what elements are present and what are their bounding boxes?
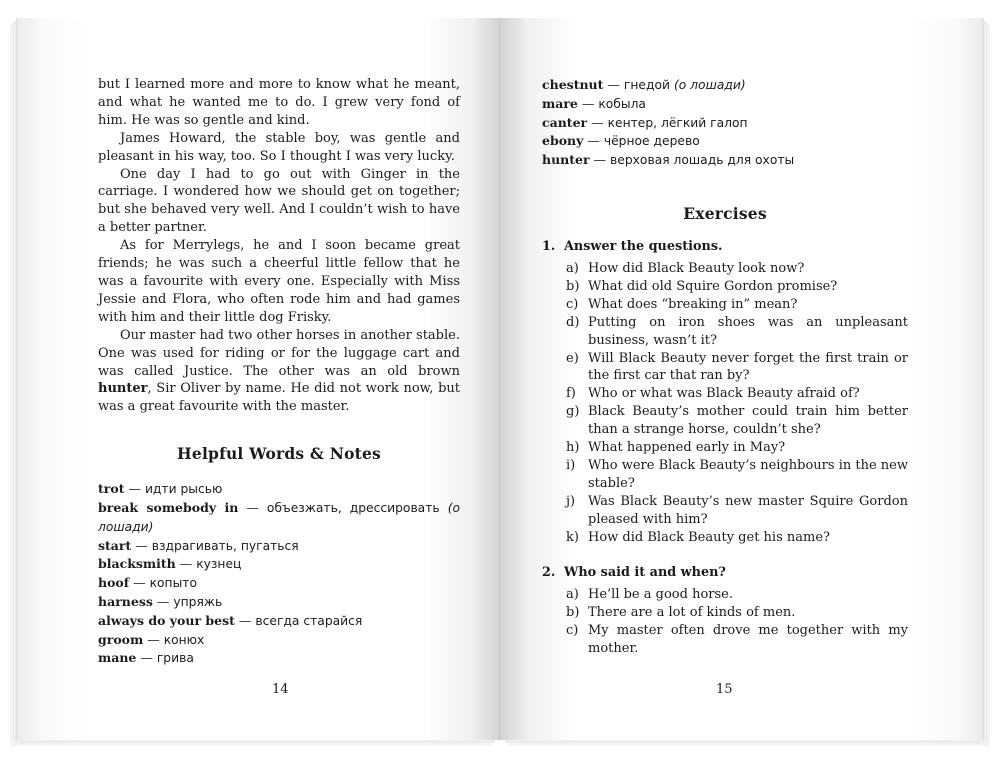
question-item — [542, 604, 908, 622]
question-text: What does “breaking in” mean? — [588, 296, 798, 312]
glossary-term: harness — [98, 594, 153, 609]
glossary-term: hoof — [98, 575, 130, 591]
exercise-2-heading — [542, 565, 908, 580]
question-letter: a) — [566, 260, 579, 276]
story-paragraph — [98, 327, 460, 417]
exercise-title: Answer the questions. — [564, 238, 723, 254]
exercise-1-questions — [542, 260, 908, 547]
glossary-entry: canter — кентер, лёгкий галоп — [542, 114, 748, 130]
glossary-translation: идти рысью — [144, 482, 223, 497]
question-text: Black Beauty’s mother could train him better than a strange horse, couldn’t she? — [588, 404, 908, 438]
question-item — [542, 350, 908, 386]
glossary-translation: кентер, лёгкий галоп — [607, 115, 748, 130]
page-number: 15 — [716, 682, 733, 697]
question-letter: g) — [566, 404, 580, 420]
paragraph-text: , Sir Oliver by name. He did not work now, but was a great favourite with the master. — [98, 381, 460, 415]
exercise-number: 2. — [542, 565, 556, 581]
question-letter: i) — [566, 457, 576, 473]
glossary-word-highlight: hunter — [98, 381, 148, 397]
glossary-term: canter — [542, 114, 588, 130]
question-letter: a) — [566, 587, 579, 603]
glossary-term: chestnut — [542, 77, 604, 92]
glossary-note: (о лошади) — [98, 501, 461, 534]
question-item — [542, 586, 908, 604]
question-letter: c) — [566, 623, 579, 639]
glossary-translation: упряжь — [173, 595, 223, 609]
question-text: How did Black Beauty look now? — [588, 260, 805, 276]
glossary-entry: hoof — копыто — [98, 575, 197, 591]
exercises-heading: Exercises — [683, 203, 767, 223]
question-letter: c) — [566, 296, 579, 312]
question-letter: b) — [566, 278, 580, 294]
glossary-term: ebony — [542, 133, 584, 149]
glossary-translation: объезжать, дрессировать — [266, 501, 440, 516]
glossary-entry: chestnut — гнедой (о лошади) — [542, 77, 746, 92]
question-letter: f) — [566, 386, 576, 402]
question-text: What happened early in May? — [588, 440, 786, 456]
question-text: Will Black Beauty never forget the first train or the first car that ran by? — [588, 350, 908, 384]
question-item — [542, 457, 908, 493]
paragraph-text: Our master had two other horses in another stable. One was used for riding or for the luggage cart and was called Justice. The other was an old brown — [98, 327, 460, 379]
glossary-translation: копыто — [149, 576, 197, 591]
glossary-translation: верховая лошадь для охоты — [610, 153, 795, 168]
glossary-term: groom — [98, 631, 144, 647]
glossary-entry: mare — кобыла — [542, 95, 646, 111]
glossary-entry: break somebody in — объезжать, дрессировать (о лошади) — [98, 500, 461, 534]
left-page — [18, 18, 500, 740]
question-item — [542, 439, 908, 457]
glossary-translation: кузнец — [196, 557, 242, 572]
glossary-translation: гнедой — [623, 78, 670, 92]
exercise-2-questions — [542, 586, 908, 658]
exercise-number: 1. — [542, 238, 556, 254]
glossary-translation: всегда старайся — [255, 613, 363, 628]
glossary-translation: вздрагивать, пугаться — [151, 538, 299, 553]
question-letter: j) — [566, 493, 576, 509]
question-letter: h) — [566, 440, 580, 456]
exercise-1-heading — [542, 239, 908, 254]
question-letter: k) — [566, 529, 579, 545]
glossary-note: (о лошади) — [673, 78, 746, 92]
right-column — [542, 76, 908, 658]
glossary-translation: кобыла — [598, 96, 646, 111]
glossary-entry: start — вздрагивать, пугаться — [98, 537, 299, 553]
glossary-term: hunter — [542, 152, 590, 168]
question-text: Who or what was Black Beauty afraid of? — [588, 386, 860, 402]
story-paragraph: As for Merrylegs, he and I soon became great friends; he was such a cheerful little fellow that he was a favourite with every one. Especially with Miss Jessie and Flora, who often rode him and had games with him and their little dog Frisky. — [98, 238, 460, 325]
question-text: My master often drove me together with my mother. — [588, 623, 908, 657]
question-text: How did Black Beauty get his name? — [588, 529, 830, 545]
question-text: He’ll be a good horse. — [588, 587, 733, 603]
question-item — [542, 314, 908, 350]
glossary-entry: blacksmith — кузнец — [98, 556, 242, 572]
story-paragraph: One day I had to go out with Ginger in the carriage. I wondered how we should get on together; but she behaved very well. And I couldn’t wish to have a better partner. — [98, 166, 460, 236]
question-item — [542, 529, 908, 547]
glossary-translation: конюх — [163, 632, 205, 647]
question-text: There are a lot of kinds of men. — [588, 605, 796, 621]
question-text: What did old Squire Gordon promise? — [588, 278, 838, 294]
glossary-entry: groom — конюх — [98, 631, 205, 647]
glossary-term: start — [98, 537, 132, 553]
glossary-list — [98, 480, 460, 668]
glossary-translation: грива — [156, 651, 194, 666]
question-item — [542, 296, 908, 314]
left-column — [98, 76, 460, 668]
question-item — [542, 493, 908, 529]
glossary-translation: чёрное дерево — [603, 134, 700, 149]
glossary-term: mare — [542, 95, 578, 111]
glossary-entry: harness — упряжь — [98, 594, 223, 609]
glossary-term: trot — [98, 481, 125, 497]
notes-heading: Helpful Words & Notes — [177, 444, 381, 464]
glossary-entry: mane — грива — [98, 650, 194, 666]
story-paragraph: James Howard, the stable boy, was gentle and pleasant in his way, too. So I thought I was very lucky. — [98, 130, 460, 164]
question-item — [542, 278, 908, 296]
question-letter: b) — [566, 605, 580, 621]
question-letter: e) — [566, 350, 579, 366]
glossary-entry: hunter — верховая лошадь для охоты — [542, 152, 795, 168]
question-item — [542, 385, 908, 403]
question-item — [542, 260, 908, 278]
page-number: 14 — [272, 682, 289, 697]
question-item — [542, 403, 908, 439]
glossary-entry: trot — идти рысью — [98, 481, 223, 497]
story-paragraph: but I learned more and more to know what he meant, and what he wanted me to do. I grew very fond of him. He was so gentle and kind. — [98, 77, 460, 128]
question-text: Who were Black Beauty’s neighbours in the new stable? — [588, 457, 908, 491]
question-item — [542, 622, 908, 658]
right-page — [500, 18, 982, 740]
glossary-term: break somebody in — [98, 500, 239, 516]
glossary-term: mane — [98, 650, 137, 666]
glossary-term: blacksmith — [98, 556, 176, 572]
question-text: Putting on iron shoes was an unpleasant business, wasn’t it? — [588, 314, 908, 348]
question-letter: d) — [566, 314, 580, 330]
glossary-term: always do your best — [98, 612, 235, 628]
exercise-title: Who said it and when? — [564, 565, 726, 581]
glossary-entry: ebony — чёрное дерево — [542, 133, 700, 149]
glossary-list — [542, 76, 908, 170]
glossary-entry: always do your best — всегда старайся — [98, 612, 363, 628]
question-text: Was Black Beauty’s new master Squire Gordon pleased with him? — [588, 493, 908, 527]
